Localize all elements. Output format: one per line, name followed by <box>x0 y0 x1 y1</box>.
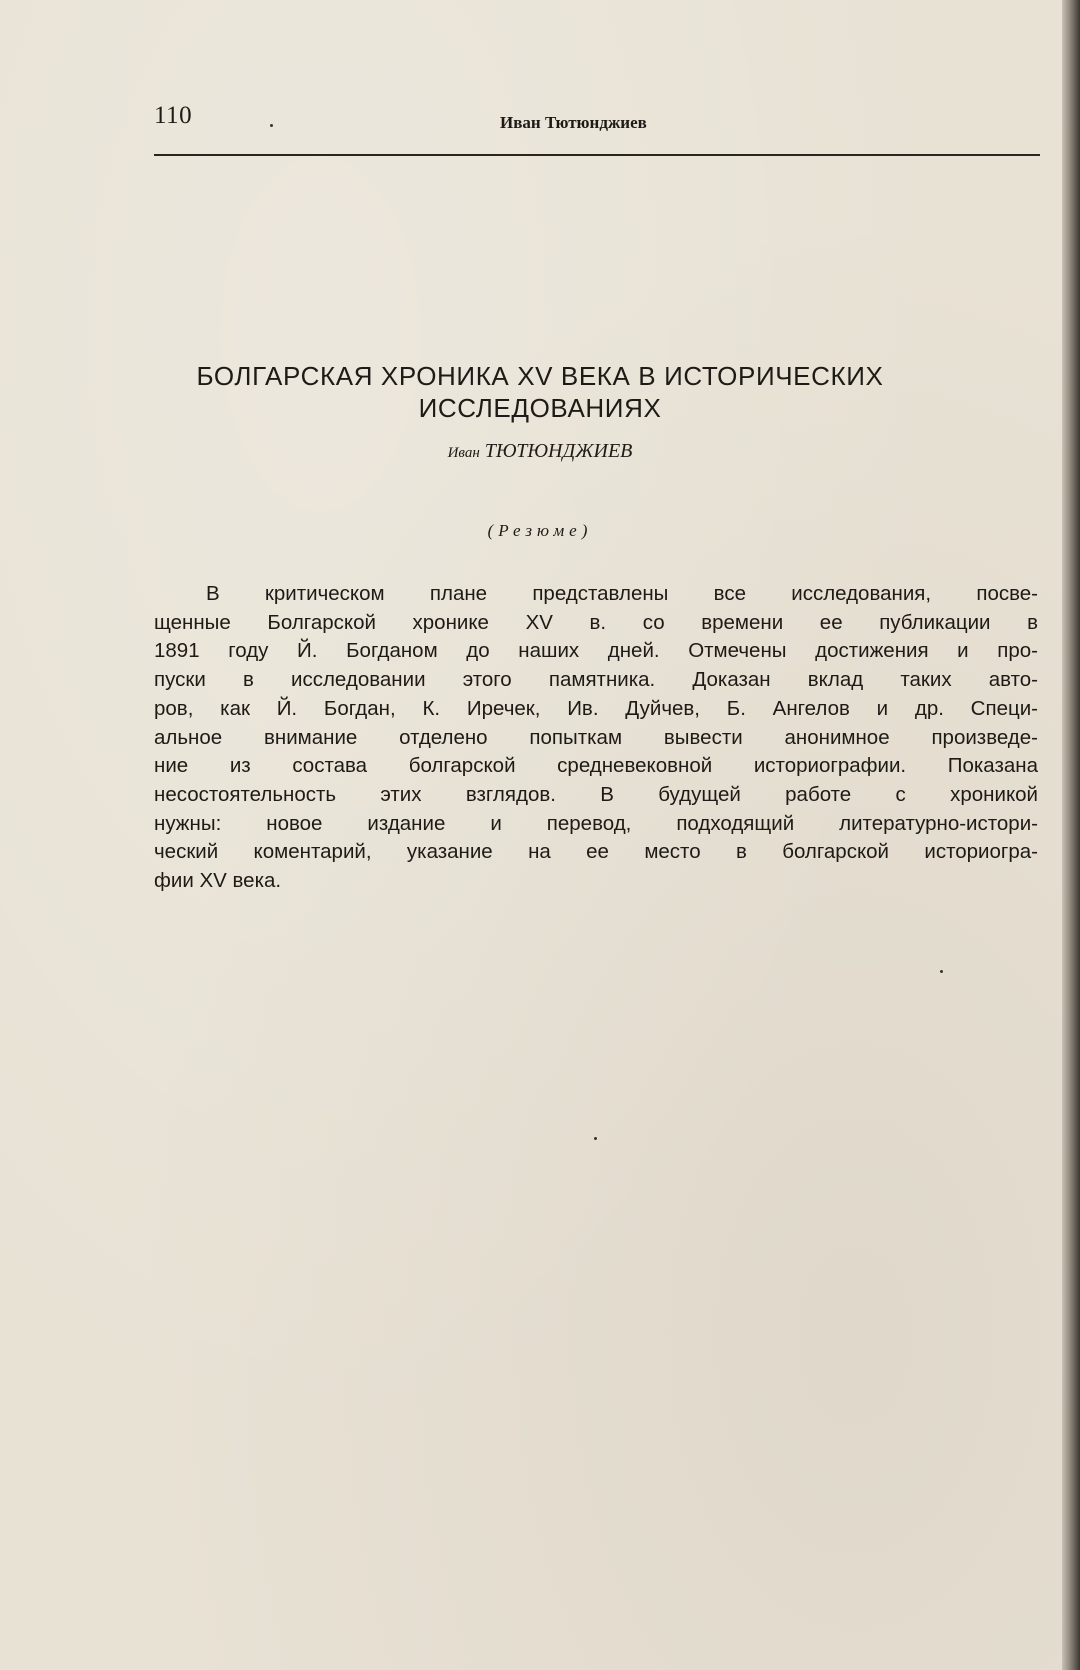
abstract-line: ние из состава болгарской средневековной историографии. Показана <box>154 754 1038 778</box>
abstract-line: В критическом плане представлены все исследования, посве- <box>206 582 1038 605</box>
resume-label: (Резюме) <box>487 521 593 540</box>
author-name <box>150 440 930 463</box>
author-first-name: Иван <box>447 445 480 461</box>
article-title <box>150 360 930 424</box>
title-line-2: ИССЛЕДОВАНИЯХ <box>418 393 662 423</box>
abstract-line: несостоятельность этих взглядов. В будущей работе с хроникой <box>154 782 1038 806</box>
title-line-1: БОЛГАРСКАЯ ХРОНИКА XV ВЕКА В ИСТОРИЧЕСКИХ <box>196 361 884 391</box>
running-head: Иван Тютюнджиев <box>500 113 647 132</box>
abstract-line: 1891 году Й. Богданом до наших дней. Отмечены достижения и про- <box>154 639 1038 663</box>
page-number: 110 <box>154 102 193 129</box>
abstract-line: ров, как Й. Богдан, К. Иречек, Ив. Дуйчев, Б. Ангелов и др. Специ- <box>154 696 1038 720</box>
print-speck <box>270 124 273 127</box>
abstract-line: ческий коментарий, указание на ее место в болгарской историогра- <box>154 840 1038 864</box>
abstract-line: щенные Болгарской хронике XV в. со времени ее публикации в <box>154 610 1038 634</box>
abstract-paragraph <box>154 580 1038 896</box>
print-speck <box>940 970 943 973</box>
abstract-line: нужны: новое издание и перевод, подходящий литературно-истори- <box>154 811 1038 835</box>
author-last-name: ТЮТЮНДЖИЕВ <box>484 440 633 462</box>
page-header <box>154 98 1040 156</box>
abstract-line: альное внимание отделено попыткам вывести анонимное произведе- <box>154 725 1038 749</box>
abstract-line: фии XV века. <box>154 869 282 893</box>
abstract-line: пуски в исследовании этого памятника. Доказан вклад таких авто- <box>154 668 1038 692</box>
print-speck <box>594 1137 597 1140</box>
binding-edge <box>1062 0 1080 1670</box>
